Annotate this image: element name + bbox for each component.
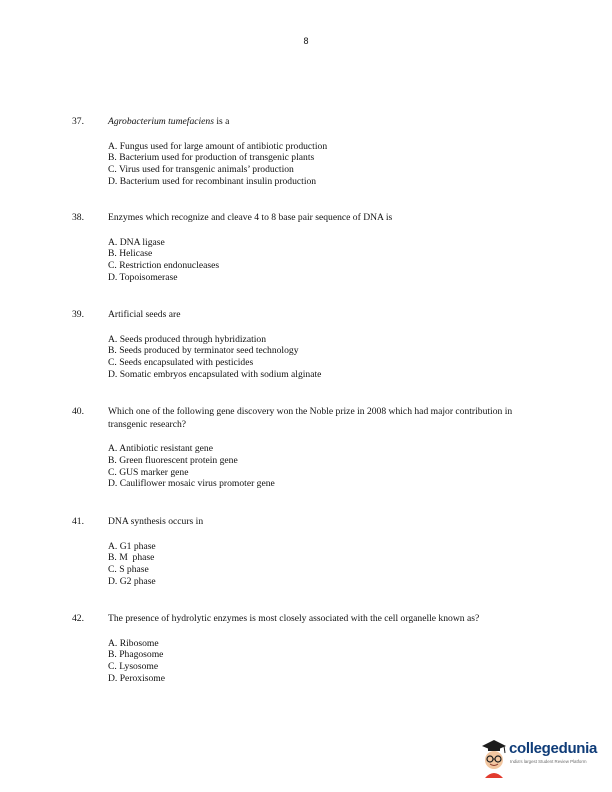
option-a: A. Antibiotic resistant gene [108, 443, 213, 454]
collegedunia-logo [479, 738, 603, 778]
logo-brand: collegedunia [509, 740, 598, 757]
option-b: B. Green fluorescent protein gene [108, 454, 238, 466]
question-40 [72, 406, 552, 490]
question-37 [72, 116, 552, 188]
question-number: 40. [72, 406, 84, 417]
option-b: B. Phagosome [108, 649, 164, 661]
option-a: A. Seeds produced through hybridization [108, 333, 266, 345]
question-stem: DNA synthesis occurs in [108, 516, 204, 527]
page-number: 8 [303, 36, 309, 46]
option-b: B. Bacterium used for production of transgenic plants [108, 152, 315, 164]
logo-tagline: India's largest Student Review Platform [510, 759, 587, 764]
question-stem [108, 116, 552, 129]
mascot-icon [479, 738, 509, 778]
question-38 [72, 212, 552, 284]
question-number: 38. [72, 212, 84, 223]
option-b: B. Seeds produced by terminator seed technology [108, 345, 299, 357]
options-list [108, 141, 552, 188]
option-a: A. DNA ligase [108, 236, 165, 248]
question-number: 39. [72, 309, 84, 320]
option-c: C. Restriction endonucleases [108, 260, 220, 272]
question-number: 42. [72, 613, 84, 624]
question-number: 41. [72, 516, 84, 527]
question-stem: Which one of the following gene discovery won the Noble prize in 2008 which had major contribution in transgenic research? [108, 406, 513, 430]
option-d: D. Bacterium used for recombinant insulin production [108, 175, 317, 187]
question-42 [72, 613, 552, 685]
question-39 [72, 309, 552, 381]
options-list [108, 237, 552, 284]
option-c: C. Virus used for transgenic animals’ production [108, 164, 294, 176]
option-d: D. G2 phase [108, 575, 156, 587]
option-c: C. GUS marker gene [108, 466, 189, 478]
option-b: B. Helicase [108, 248, 153, 260]
option-a: A. Fungus used for large amount of antibiotic production [108, 140, 328, 152]
option-c: C. Lysosome [108, 661, 159, 673]
options-list [108, 638, 552, 685]
question-stem: The presence of hydrolytic enzymes is most closely associated with the cell organelle known as? [108, 613, 480, 624]
option-c: C. S phase [108, 564, 149, 576]
question-number: 37. [72, 116, 84, 127]
option-a: A. Ribosome [108, 637, 159, 649]
option-d: D. Cauliflower mosaic virus promoter gene [108, 478, 275, 490]
question-41 [72, 516, 552, 588]
option-d: D. Peroxisome [108, 672, 166, 684]
options-list [108, 443, 552, 490]
options-list [108, 541, 552, 588]
question-stem: Artificial seeds are [108, 309, 181, 320]
stem-italic: Agrobacterium tumefaciens [108, 116, 214, 127]
option-d: D. Somatic embryos encapsulated with sodium alginate [108, 368, 322, 380]
option-c: C. Seeds encapsulated with pesticides [108, 357, 254, 369]
option-a: A. G1 phase [108, 540, 156, 552]
question-stem: Enzymes which recognize and cleave 4 to 8 base pair sequence of DNA is [108, 212, 393, 223]
option-d: D. Topoisomerase [108, 271, 178, 283]
options-list [108, 334, 552, 381]
stem-text: is a [213, 116, 230, 127]
option-b: B. M phase [108, 552, 155, 564]
